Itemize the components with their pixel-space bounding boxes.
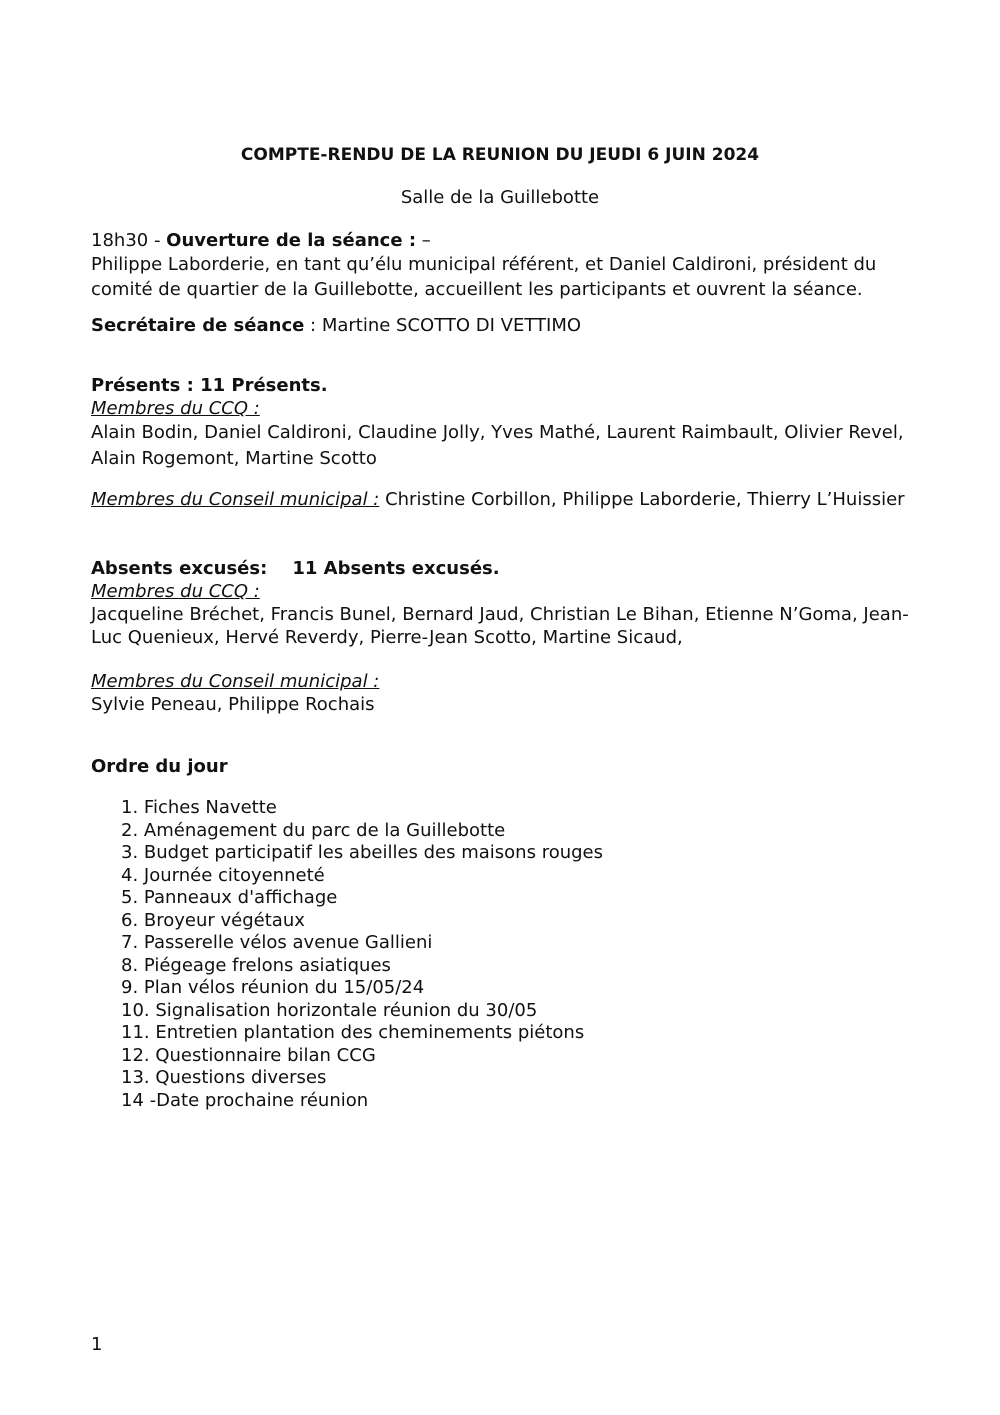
agenda-item: 12. Questionnaire bilan CCG (121, 1044, 376, 1066)
agenda-item: 5. Panneaux d'affichage (121, 887, 338, 908)
agenda-item: 13. Questions diverses (121, 1067, 327, 1088)
presents-ccq-label: Membres du CCQ : (91, 398, 260, 419)
opening-time: 18h30 - (91, 230, 167, 251)
absents-council-members: Sylvie Peneau, Philippe Rochais (91, 694, 375, 715)
opening-section (91, 229, 921, 302)
absents-label: Absents excusés: (91, 558, 268, 579)
agenda-item: 3. Budget participatif les abeilles des maisons rouges (121, 842, 603, 863)
absents-ccq-label: Membres du CCQ : (91, 581, 260, 602)
opening-label: Ouverture de la séance : (166, 230, 417, 251)
agenda-item: 6. Broyeur végétaux (121, 909, 305, 931)
presents-heading (91, 374, 921, 397)
presents-ccq-members: Alain Bodin, Daniel Caldironi, Claudine Jolly, Yves Mathé, Laurent Raimbault, Olivier Revel, Alain Rogemont, Martine Scotto (91, 422, 904, 469)
presents-section (91, 374, 921, 472)
agenda-item: 7. Passerelle vélos avenue Gallieni (121, 932, 433, 953)
secretary-label: Secrétaire de séance (91, 315, 305, 336)
agenda-item: 8. Piégeage frelons asiatiques (121, 954, 391, 976)
presents-council-label: Membres du Conseil municipal : (91, 489, 380, 510)
absents-council-label: Membres du Conseil municipal : (91, 671, 380, 692)
agenda-item: 4. Journée citoyenneté (121, 864, 325, 886)
secretary-line (91, 314, 921, 337)
presents-count: 11 Présents. (193, 375, 328, 396)
page-number: 1 (91, 1334, 103, 1355)
absents-heading (91, 557, 921, 580)
absents-ccq-members: Jacqueline Bréchet, Francis Bunel, Bernard Jaud, Christian Le Bihan, Etienne N’Goma, Jean-Luc Quenieux, Hervé Reverdy, Pierre-Jean Scotto, Martine Sicaud, (91, 604, 909, 648)
absents-section (91, 557, 921, 649)
opening-heading (91, 229, 921, 252)
presents-council-members: Christine Corbillon, Philippe Laborderie, Thierry L’Huissier (379, 489, 905, 510)
agenda-title: Ordre du jour (91, 756, 228, 777)
meeting-location: Salle de la Guillebotte (400, 187, 600, 208)
secretary-value: : Martine SCOTTO DI VETTIMO (304, 315, 582, 336)
agenda-list (121, 797, 821, 1112)
agenda-item: 10. Signalisation horizontale réunion du 30/05 (121, 999, 538, 1021)
absents-count: 11 Absents excusés. (267, 558, 500, 579)
agenda-item: 2. Aménagement du parc de la Guillebotte (121, 819, 506, 841)
absents-council (91, 670, 921, 716)
agenda-item: 11. Entretien plantation des cheminements piétons (121, 1022, 585, 1043)
presents-council (91, 488, 921, 511)
page-title: COMPTE-RENDU DE LA REUNION DU JEUDI 6 JUIN 2024 (240, 145, 760, 165)
agenda-item: 1. Fiches Navette (121, 797, 277, 818)
presents-label: Présents : (91, 375, 194, 396)
agenda-item: 9. Plan vélos réunion du 15/05/24 (121, 977, 425, 998)
opening-text: Philippe Laborderie, en tant qu’élu municipal référent, et Daniel Caldironi, président du comité de quartier de la Guillebotte, accueillent les participants et ouvrent la séance. (91, 254, 877, 300)
agenda-item: 14 -Date prochaine réunion (121, 1089, 369, 1111)
opening-dash: – (416, 230, 431, 251)
